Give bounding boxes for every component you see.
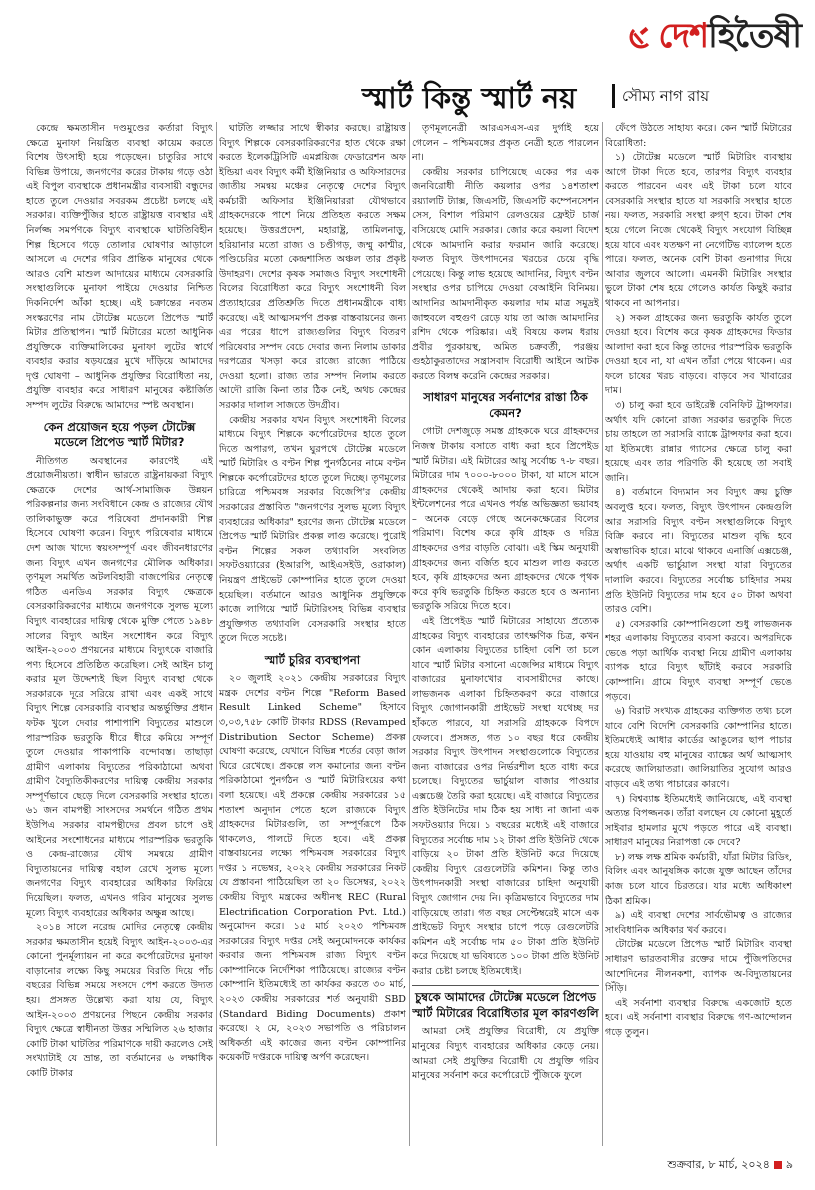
newspaper-logo xyxy=(628,12,801,64)
column-divider xyxy=(409,122,410,1146)
paragraph: ৭) বিশ্বব্যাঙ্ক ইতিমধ্যেই জানিয়েছে, এই ব্যবস্থা অত্যন্ত বিপজ্জনক। তাঁরা বলছেন যে কোনো মুহূর্তে সাইবার হামলার মুখে পড়তে পারে এই ব্যবস্থা। সাধারণ মানুষের নিরাপত্তা কে দেবে? xyxy=(605,793,792,849)
paragraph: ২০ জুলাই ২০২১ কেন্দ্রীয় সরকারের বিদ্যুৎ মন্ত্রক দেশের বণ্টন শিল্পে "Reform Based Result Linked Scheme" হিসাবে ৩,০৩,৭৫৮ কোটি টাকার RDSS (Revamped Distribution Sector Scheme) প্রকল্প ঘোষণা করেছে, যেখানে বিভিন্ন শর্তের বেড়া জাল ঘিরে রেখেছে। প্রকল্পে লস কমানোর জন্য বণ্টন পরিকাঠামো পুনর্গঠন ও স্মার্ট মিটারিংয়ের কথা বলা হয়েছে। এই প্রকল্পে কেন্দ্রীয় সরকারের ১৫ শতাংশ অনুদান পেতে হলে রাজ্যকে বিদ্যুৎ গ্রাহকদের মিটারগুলি, তা সম্পূর্ণরূপে ঠিক থাকলেও, পালটে দিতে হবে। এই প্রকল্প বাস্তবায়নের লক্ষ্যে পশ্চিমবঙ্গ সরকারের বিদ্যুৎ দপ্তর ১ নভেম্বর, ২০২২ কেন্দ্রীয় সরকারের নিকট যে প্রস্তাবনা পাঠিয়েছিল তা ২০ ডিসেম্বর, ২০২২ কেন্দ্রীয় বিদ্যুৎ মন্ত্রকের অধীনস্থ REC (Rural Electrification Corporation Pvt. Ltd.) অনুমোদন করে। ১৫ মার্চ ২০২৩ পশ্চিমবঙ্গ সরকারের বিদ্যুৎ দপ্তর সেই অনুমোদনকে কার্যকর করবার জন্য পশ্চিমবঙ্গ রাজ্য বিদ্যুৎ বণ্টন কোম্পানিকে নির্দেশিকা পাঠিয়েছে। রাজ্যের বণ্টন কোম্পানি ইতিমধ্যেই তা কার্যকর করতে ৩০ মার্চ, ২০২৩ কেন্দ্রীয় সরকারের শর্ত অনুযায়ী SBD (Standard Biding Documents) প্রকাশ করেছে। ২ মে, ২০২৩ সভাপতি ও পরিচালন অধিকর্তা এই কাজের জন্য বণ্টন কোম্পানির কয়েকটি দপ্তরকে দায়িত্ব অর্পণ করেছেন। xyxy=(219,673,406,1064)
paragraph: ৩) চালু করা হবে ডাইরেক্ট বেনিফিট ট্রান্সফার। অর্থাৎ যদি কোনো রাজ্য সরকার ভরতুকি দিতে চায় তাহলে তা সরাসরি ব্যাঙ্কে ট্রান্সফার করা হবে। যা ইতিমধ্যে রান্নার গ্যাসের ক্ষেত্রে চালু করা হয়েছে এবং তার পরিণতি কী হয়েছে তা সবাই জানি। xyxy=(605,399,792,484)
paragraph: তৃণমূলনেত্রী আরএসএস-এর দুর্গাই হয়ে গেলেন – পশ্চিমবঙ্গের প্রকৃত নেত্রী হতে পারলেন না। xyxy=(412,123,599,164)
text-column-3 xyxy=(412,122,599,1146)
article-byline: সৌম্য নাগ রায় xyxy=(622,87,710,105)
headline-row xyxy=(0,76,815,120)
paragraph: এই প্রিপেইড স্মার্ট মিটারের সাহায্যে প্রত্যেক গ্রাহকের বিদ্যুৎ ব্যবহারের তাৎক্ষণিক চিত্র, কখন কোন এলাকায় বিদ্যুতের চাহিদা বেশি তা চলে যাবে স্মার্ট মিটার বসানো এজেন্সির মাধ্যমে বিদ্যুৎ বাজারের মুনাফাখোর ব্যবসায়ীদের কাছে। লাভজনক এলাকা চিহ্নিতকরণ করে বাজারে বিদ্যুৎ জোগানকারী প্রাইভেট সংস্থা যথেচ্ছ দর হাঁকতে পারবে, যা সরাসরি গ্রাহককে বিপদে ফেলবে। প্রসঙ্গত, গত ১০ বছর ধরে কেন্দ্রীয় সরকার বিদ্যুৎ উৎপাদন সংস্থাগুলোকে বিদ্যুতের জন্য বাজারের ওপর নির্ভরশীল হতে বাধ্য করে চলেছে। বিদ্যুতের ভার্চুয়াল বাজার পাওয়ার এক্সচেঞ্জ তৈরি করা হয়েছে। এই বাজারে বিদ্যুতের প্রতি ইউনিটের দাম ঠিক হয় সাধ্য না জানা এক সফটওয়্যার দিয়ে। ১ বছরের মধ্যেই এই বাজারে বিদ্যুতের সর্বোচ্চ দাম ১২ টাকা প্রতি ইউনিট থেকে বাড়িয়ে ২০ টাকা প্রতি ইউনিট করে দিয়েছে কেন্দ্রীয় বিদ্যুৎ রেগুলেটরি কমিশন। কিন্তু তাও উৎপাদনকারী সংস্থা বাজারের চাহিদা অনুযায়ী বিদ্যুৎ জোগান দেয় নি। কৃত্রিমভাবে বিদ্যুতের দাম বাড়িয়েছে তারা। গত বছর সেপ্টেম্বরেই মাসে এক প্রাইভেট বিদ্যুৎ সংস্থার চাপে পড়ে রেগুলেটরি কমিশন এই সর্বোচ্চ দাম ৫০ টাকা প্রতি ইউনিট করে দিয়েছে যা ভবিষ্যতে ১০০ টাকা প্রতি ইউনিট করার চেষ্টা চলছে ইতিমধ্যেই। xyxy=(412,615,599,977)
article-headline: স্মার্ট কিন্তু স্মার্ট নয় xyxy=(362,81,577,115)
text-column-4 xyxy=(605,122,792,1146)
section-subheading: কেন প্রয়োজন হয়ে পড়ল টোটেক্স মডেলে প্রিপেড স্মার্ট মিটার? xyxy=(43,419,196,450)
paragraph: গোটা দেশজুড়ে সমস্ত গ্রাহককে ঘরে গ্রাহকদের নিজস্ব টাকায় বসাতে বাধ্য করা হবে প্রিপেইড স্মার্ট মিটার। এই মিটারের আয়ু সর্বোচ্চ ৭-৮ বছর। মিটারের দাম ৭০০০-৮০০০ টাকা, যা মাসে মাসে গ্রাহকদের থেকেই আদায় করা হবে। মিটার ইন্টলেশনের পরে এখনও পর্যন্ত অভিজ্ঞতা ভয়াবহ – অনেক বেড়ে গেছে অনেকক্ষেত্রের বিলের পরিমাণ। বিশেষ করে কৃষি গ্রাহক ও দরিদ্র গ্রাহকদের ওপর বাড়তি বোঝা। এই স্কিম অনুযায়ী গ্রাহকদের জন্য বর্জিত হবে মাশুল লাগু করতে হবে, কৃষি গ্রাহকদের অন্য গ্রাহকদের থেকে পৃথক করে কৃষি ভরতুকি চিহ্নিত করতে হবে ও অন্যান্য ভরতুকি সরিয়ে দিতে হবে। xyxy=(412,426,599,613)
masthead xyxy=(0,6,815,70)
paragraph: ৬) বিরাট সংখ্যক গ্রাহকের ব্যক্তিগত তথ্য চলে যাবে বেশি বিদেশি বেসরকারি কোম্পানির হাতে। ইতিমধ্যেই আধার কার্ডের আঙুলের ছাপ পাচার হয়ে যাওয়ায় বহু মানুষের ব্যাঙ্কের অর্থ আত্মসাৎ করেছে জালিয়াতরা। জালিয়াতির সুযোগ আরও বাড়বে এই তথ্য পাচারের কারণে। xyxy=(605,706,792,791)
footer-square-icon xyxy=(774,1161,782,1169)
hammer-sickle-icon xyxy=(628,26,654,50)
paragraph: টোটেক্স মডেলে প্রিপেড স্মার্ট মিটারিং ব্যবস্থা সাধারণ ভারতবাসীর রক্তের দামে পুঁজিপতিদের আশেদিনের নীলনকশা, ব্যাপক অ-বিদ্যুতায়নের সিঁড়ি। xyxy=(605,939,792,995)
text-column-1 xyxy=(26,122,213,1146)
paragraph: ৮) লক্ষ লক্ষ শ্রমিক কর্মচারী, যাঁরা মিটার রিডিং, বিলিং এবং আনুষঙ্গিক কাজে যুক্ত আছেন তাঁদের কাজ চলে যাবে চিরতরে। যার মধ্যে অধিকাংশ ঠিকা শ্রমিক। xyxy=(605,851,792,907)
paragraph: কেন্দ্রীয় সরকার যখন বিদ্যুৎ সংশোধনী বিলের মাধ্যমে বিদ্যুৎ শিল্পকে কর্পোরেটদের হাতে তুলে দিতে অপারগ, তখন ঘুরপথে টোটেক্স মডেলে স্মার্ট মিটারিং ও বণ্টন শিল্প পুনর্গঠনের নামে বণ্টন শিল্পকে কর্পোরেটদের হাতে তুলে দিচ্ছে। তৃণমূলের চারিত্রে পশ্চিমবঙ্গ সরকার বিজেপি'র কেন্দ্রীয় সরকারের প্রস্তাবিত "জনগণের সুলভ মূল্যে বিদ্যুৎ ব্যবহারের অধিকার" হরণের জন্য টোটেক্স মডেলে প্রিপেড স্মার্ট মিটারিং প্রকল্প লাগু করেছে। পুরোই বণ্টন শিল্পের সকল তথ্যাবলি সংবলিত সফটওয়্যারের (ইআরপি, আইএসইউ, ওরাকাল) নিয়ন্ত্রণ প্রাইভেট কোম্পানির হাতে তুলে দেওয়া হয়েছিল। বর্তমানে আরও আধুনিক প্রযুক্তিকে কাজে লাগিয়ে স্মার্ট মিটারিংসহ বিভিন্ন ব্যবস্থার প্রযুক্তিগত তথ্যাবলি বেসরকারি সংস্থার হাতে তুলে দিতে সচেষ্ট। xyxy=(219,414,406,645)
text-column-2 xyxy=(219,122,406,1146)
paragraph: আমরা সেই প্রযুক্তির বিরোধী, যে প্রযুক্তি মানুষের বিদ্যুৎ ব্যবহারের অধিকার কেড়ে নেয়। আমরা সেই প্রযুক্তির বিরোধী যে প্রযুক্তি গরিব মানুষের সর্বনাশ করে কর্পোরেটে পুঁজিকে ফুলে xyxy=(412,1026,599,1082)
logo-text: দেশহিতৈষী xyxy=(658,15,801,56)
section-subheading: স্মার্ট চুরির ব্যবস্থাপনা xyxy=(264,652,361,667)
column-divider xyxy=(216,122,217,1146)
paragraph: নীতিগত অবস্থানের কারণেই এই প্রয়োজনীয়তা। স্বাধীন ভারতে রাষ্ট্রনায়করা বিদ্যুৎ ক্ষেত্রকে দেশের আর্থ-সামাজিক উন্নয়ন পরিকল্পনার জন্য সংবিধানে কেন্দ্র ও রাজ্যের যৌথ তালিকাভুক্ত করে পরিষেবা প্রদানকারী শিল্প হিসেবে ঘোষণা করেন। বিদ্যুৎ পরিষেবার মাধ্যমে দেশ আজ খাদ্যে স্বয়ংসম্পূর্ণ এবং জীবনধারণের জন্য বিদ্যুৎ এখন জনগণের মৌলিক অধিকার। তৃণমূল সমর্থিত অটলবিহারী বাজপেয়ির নেতৃত্বে গঠিত এনডিএ সরকার বিদ্যুৎ ক্ষেত্রকে বেসরকারিকরণের মাধ্যমে জনগণকে সুলভ মূল্যে বিদ্যুৎ ব্যবহারের দায়িত্ব থেকে মুক্তি পেতে ১৯৪৮ সালের বিদ্যুৎ আইন সংশোধন করে বিদ্যুৎ আইন-২০০৩ প্রণয়নের মাধ্যমে বিদ্যুৎকে বাজারি পণ্য হিসেবে প্রতিষ্ঠিত করেছিল। সেই আইন চালু করার মূল উদ্দেশ্যই ছিল বিদ্যুৎ ব্যবস্থা থেকে সরকারকে দূরে সরিয়ে রাখা এবং একই সাথে বিদ্যুৎ শিল্পে বেসরকারি ব্যবস্থার অন্তর্ভুক্তির প্রধান ফটক খুলে দেবার পাশাপাশি বিদ্যুতের মাশুলে পারস্পরিক ভরতুকি ধীরে ধীরে কমিয়ে সম্পূর্ণ তুলে দেওয়ার পাকাপাকি বন্দোবস্ত। তাছাড়া গ্রামীণ এলাকায় বিদ্যুতের পরিকাঠামো অথবা গ্রামীণ বৈদ্যুতিকীকরণের দায়িত্ব কেন্দ্রীয় সরকার সম্পূর্ণভাবে ছেড়ে দিলে বেসরকারি সংস্থার হাতে। ৬১ জন বামপন্থী সাংসদের সমর্থনে গঠিত প্রথম ইউপিএ সরকার বামপন্থীদের প্রবল চাপে ওই আইনের সংশোধনের মাধ্যমে পারস্পরিক ভরতুকি ও কেন্দ্র-রাজ্যের যৌথ সমন্বয়ে গ্রামীণ বিদ্যুতায়নের দায়িত্ব বহাল রেখে সুলভ মূল্যে জনগণের বিদ্যুৎ ব্যবহারের অধিকার ফিরিয়ে দিয়েছিল। ফলত, এখনও গরিব মানুষের সুলভ মূল্যে বিদ্যুৎ ব্যবহারের অধিকার অক্ষুন্ন আছে। xyxy=(26,455,213,919)
column-divider xyxy=(602,122,603,1146)
paragraph: ২০১৪ সালে নরেন্দ্র মোদির নেতৃত্বে কেন্দ্রীয় সরকার ক্ষমতাসীন হয়েই বিদ্যুৎ আইন-২০০৩-এর কোনো পুনর্মূল্যায়ন না করে কর্পোরেটদের মুনাফা বাড়ানোর লক্ষ্যে কিছু সময়ের বিরতি দিয়ে পাঁচ বছরের বিভিন্ন সময়ে সংসদে পেশ করতে উদ্যত হয়। প্রসঙ্গত উল্লেখ্য করা যায় যে, বিদ্যুৎ আইন-২০০৩ প্রণয়নের পিছনে কেন্দ্রীয় সরকার বিদ্যুৎ ক্ষেত্রে স্বাধীনতা উত্তর সম্মিলিত ২৬ হাজার কোটি টাকা ঘাটতির পরিমাণকে দায়ী করলেও সেই সংখ্যাটাই যে ভ্রান্ত, তা বর্তমানের ৬ লক্ষাধিক কোটি টাকার xyxy=(26,922,213,1079)
paragraph: এই সর্বনাশা ব্যবস্থার বিরুদ্ধে একজোট হতে হবে। এই সর্বনাশা ব্যবস্থার বিরুদ্ধে গণ-আন্দোলন গড়ে তুলুন। xyxy=(605,997,792,1038)
paragraph: কেন্দ্রে ক্ষমতাসীন দণ্ডমুণ্ডের কর্তারা বিদ্যুৎ ক্ষেত্রে মুনাফা নিয়ন্ত্রিত ব্যবস্থা কায়েম করতে বিশেষ উৎসাহী হয়ে পড়েছেন। চাতুরির সাথে বিভিন্ন উপায়ে, জনগণের করের টাকায় গড়ে ওঠা এই বিপুল ব্যবস্থাকে প্রধানমন্ত্রীর ব্যবসায়ী বন্ধুদের হাতে তুলে দেওয়ার সবরকম প্রচেষ্টা চলছে এই সরকার। ব্যক্তিপুঁজির হাতে রাষ্ট্রায়ত্ত ব্যবস্থার এই নির্লজ্জ সমর্পণকে বিদ্যুৎ ব্যবস্থাকে ঘাটতিবিহীন শিল্প হিসেবে গড়ে তোলার ঘোষণার আড়ালে আসলে এ দেশের গরিব প্রান্তিক মানুষের থেকে আরও বেশি মাশুল আদায়ের মাধ্যমে বেসরকারি সংস্থাগুলিকে মুনাফা পাইয়ে দেওয়ার নিশ্চিত দিকনির্দেশ আঁকা হচ্ছে। এই চক্রান্তের নবতম সংস্করণের নাম টোটেক্স মডেলে প্রিপেড স্মার্ট মিটার প্রতিস্থাপন। স্মার্ট মিটারের মতো আধুনিক প্রযুক্তিকে ব্যক্তিমালিকের মুনাফা লুটের স্বার্থে ব্যবহার করার ষড়যন্ত্রের মুখে দাঁড়িয়ে আমাদের দৃপ্ত ঘোষণা – আধুনিক প্রযুক্তির বিরোধিতা নয়, প্রযুক্তি ব্যবহার করে সাধারণ মানুষের কষ্টার্জিত সম্পদ লুটের বিরুদ্ধে আমাদের স্পষ্ট অবস্থান। xyxy=(26,123,213,411)
paragraph: ১) টোটেক্স মডেলে স্মার্ট মিটারিং ব্যবস্থায় আগে টাকা দিতে হবে, তারপর বিদ্যুৎ ব্যবহার করতে পারবেন এবং এই টাকা চলে যাবে বেসরকারি সংস্থার হাতে যা সরকারি সংস্থার হাতে নয়। ফলত, সরকারি সংস্থা রুগ্ণ হবে। টাকা শেষ হয়ে গেলে নিজে থেকেই বিদ্যুৎ সংযোগ বিচ্ছিন্ন হয়ে যাবে এবং যতক্ষণ না নেগেটিভ ব্যালেন্স হতে পারে। ফলত, অনেক বেশি টাকা গুনাগার দিয়ে আবার জুলবে আলো। এমনকী মিটারিং সংস্থার ভুলে টাকা শেষ হয়ে গেলেও কার্যত কিছুই করার থাকবে না আপনার। xyxy=(605,152,792,309)
paragraph: ৪) বর্তমানে বিদ্যমান সব বিদ্যুৎ ক্রয় চুক্তি অবলুপ্ত হবে। ফলত, বিদ্যুৎ উৎপাদন কেন্দ্রগুলি আর সরাসরি বিদ্যুৎ বণ্টন সংস্থাগুলিকে বিদ্যুৎ বিক্রি করবে না। বিদ্যুতের মাশুল বৃদ্ধি হবে অস্বাভাবিক হারে। মাঝে থাকবে এনার্জি এক্সচেঞ্জ, অর্থাৎ একটি ভার্চুয়াল সংস্থা যারা বিদ্যুতের দালালি করবে। বিদ্যুতের সর্বোচ্চ চাহিদার সময় প্রতি ইউনিট বিদ্যুতের দাম হবে ৫০ টাকা অথবা তারও বেশি। xyxy=(605,487,792,616)
paragraph: কেন্দ্রীয় সরকার চাপিয়েছে একের পর এক জনবিরোধী নীতি কয়লার ওপর ১৪শতাংশ রয়্যালটি ট্যাক্স, জিএসটি, জিএসটি কম্পেনসেশন সেস, বিশাল পরিমাণ রেলওয়ের ফ্রেইট চার্জ বসিয়েছে মোদি সরকার। জোর করে কয়লা বিদেশ থেকে আমদানি করার ফরমান জারি করেছে। ফলত বিদ্যুৎ উৎপাদনের খরচের চেয়ে বৃদ্ধি পেয়েছে। কিন্তু লাভ হয়েছে আদানির, বিদ্যুৎ বণ্টন সংস্থার ওপর চাপিয়ে দেওয়া বেআইনি বিনিময়। আদানির আমদানীকৃত কয়লার দাম মাত্র সমুদ্রই জাহুবলে বহুগুণ রেড়ে যায় তা আজ আমদানির রশিদ থেকে পরিষ্কার। এই বিষয়ে কলম ধরায় প্রবীর পুরকায়স্থ, অমিত চক্রবর্তী, পরঞ্জয় গুহঠাকুরতাদের সন্ত্রাসবাদ বিরোধী আইনে আটক করতে বিলম্ব করেনি কেন্দ্রের সরকার। xyxy=(412,166,599,382)
paragraph: ফেঁপে উঠতে সাহায্য করে। কেন স্মার্ট মিটারের বিরোধিতা: xyxy=(605,123,792,149)
article-body xyxy=(26,122,790,1146)
page-number: ৯ xyxy=(785,1158,793,1171)
issue-date: শুক্রবার, ৮ মার্চ, ২০২৪ xyxy=(667,1158,770,1171)
page-footer xyxy=(667,1156,793,1175)
paragraph: ৫) বেসরকারি কোম্পানিগুলো শুধু লাভজনক শহর এলাকায় বিদ্যুতের ব্যবসা করবে। অপরদিকে ভেঙে পড়া আর্থিক ব্যবস্থা নিয়ে গ্রামীণ এলাকায় ব্যাপক হারে বিদ্যুৎ ছাঁটাই করবে সরকারি কোম্পানি। গ্রামে বিদ্যুৎ ব্যবস্থা সম্পূর্ণ ভেঙে পড়বে। xyxy=(605,618,792,703)
byline-divider xyxy=(612,84,615,108)
paragraph: ২) সকল গ্রাহকের জন্য ভরতুকি কার্যত তুলে দেওয়া হবে। বিশেষ করে কৃষক গ্রাহকদের ফিডার আলাদা করা হবে কিন্তু তাদের পারস্পরিক ভরতুকি দেওয়া হবে না, যা এখন তাঁরা পেয়ে থাকেন। এর ফলে চাষের খরচ বাড়বে। বাড়বে সব খাবারের দাম। xyxy=(605,312,792,397)
section-subheading: চুম্বকে আমাদের টোটেক্স মডেলে প্রিপেড স্মার্ট মিটারের বিরোধিতার মূল কারণগুলি xyxy=(412,985,599,1021)
paragraph: ঘাটতি লজ্জার সাথে স্বীকার করছে। রাষ্ট্রায়ত্ত বিদ্যুৎ শিল্পকে বেসরকারিকরণের হাত থেকে রক্ষা করতে ইলেকট্রিসিটি এমপ্লয়িজ ফেডারেশন অফ ইন্ডিয়া এবং বিদ্যুৎ কর্মী ইঞ্জিনিয়ার ও অফিসারদের জাতীয় সমন্বয় মঞ্চের নেতৃত্বে দেশের বিদ্যুৎ কর্মচারী অফিসার ইঞ্জিনিয়াররা যৌথভাবে গ্রাহকদেরকে পাশে নিয়ে প্রতিহত করতে সক্ষম হয়েছে। উত্তরপ্রদেশ, মহারাষ্ট্র, তামিলনাড়ু, হরিয়ানার মতো রাজ্য ও চণ্ডীগড়, জম্মু কাশ্মীর, পণ্ডিচেরির মতো কেন্দ্রশাসিত অঞ্চল তার প্রকৃষ্ট উদাহরণ। দেশের কৃষক সমাজও বিদ্যুৎ সংশোধনী বিলের বিরোধিতা করে বিদ্যুৎ সংশোধনী বিল প্রত্যাহারের প্রতিশ্রুতি দিতে প্রধানমন্ত্রীকে বাধ্য করেছে। এই আত্মসমর্পণ প্রকল্প বাস্তবায়নের জন্য এর পরের ধাপে রাজ্যগুলির বিদ্যুৎ বিতরণ পরিষেবার সম্পদ বেচে দেবার জন্য নিলাম ডাকার দরপত্রের খসড়া করে রাজ্যে রাজ্যে পাঠিয়ে দেওয়া হলো। রাজ্য তার সম্পদ নিলাম করতে আদৌ রাজি কিনা তার ঠিক নেই, অথচ কেন্দ্রের সরকার দালাল সাজতে উদগ্রীব। xyxy=(219,123,406,411)
section-subheading: সাধারণ মানুষের সর্বনাশের রাস্তা ঠিক কেমন? xyxy=(423,390,588,420)
paragraph: ৯) এই ব্যবস্থা দেশের সার্বভৌমত্ব ও রাজ্যের সাংবিধানিক অধিকার খর্ব করবে। xyxy=(605,910,792,936)
